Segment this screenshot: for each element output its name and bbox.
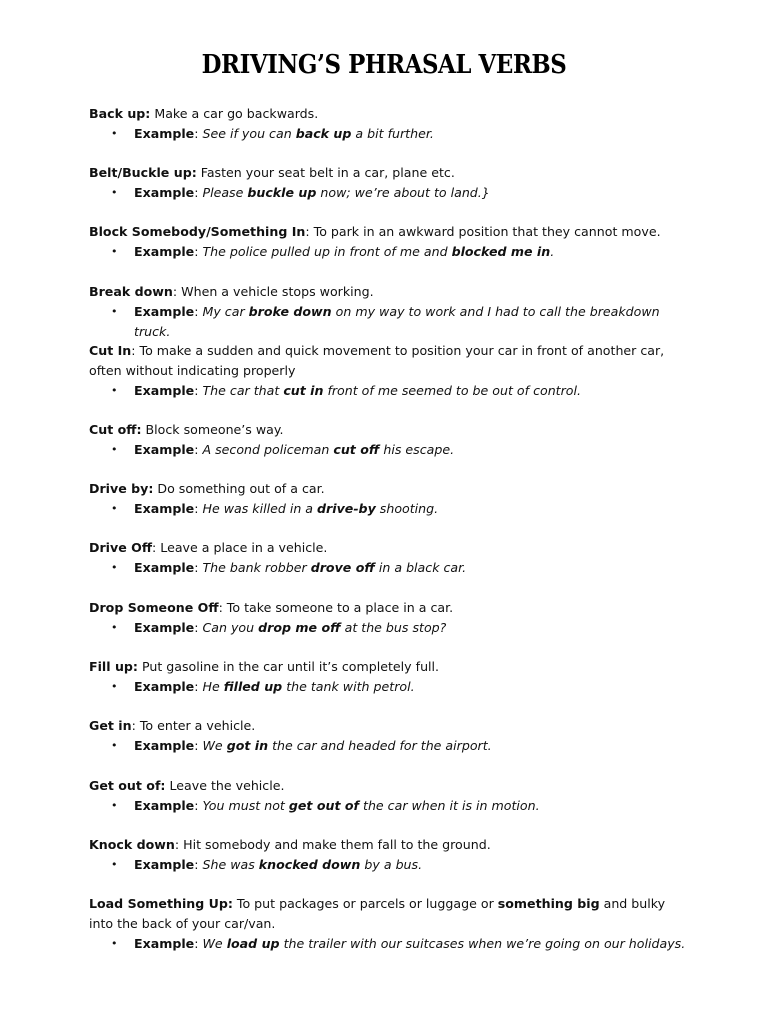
definition-text: Block someone’s way. [141,422,284,437]
definition-text-end: and bulky into the back of your car/van. [89,896,666,931]
phrasal-verb-term: Drop Someone Off [89,600,219,615]
example-text-end: the car when it is in motion. [359,798,540,813]
definition-line [89,222,689,242]
definition-line [89,894,689,934]
example-sentence [202,244,554,259]
example-sentence [202,936,685,951]
example-separator: : [194,620,203,635]
phrasal-verb-entry [89,341,689,401]
phrasal-verb-term: Load Something Up: [89,896,233,911]
bullet-icon: • [111,858,118,871]
example-label: Example [134,126,195,141]
phrasal-verb-entry [89,716,689,756]
example-label: Example [134,383,195,398]
example-sentence [202,501,438,516]
example-line [89,855,689,875]
phrasal-verb-term: Cut In [89,343,132,358]
example-label: Example [134,501,195,516]
phrasal-verb-term: Fill up: [89,659,138,674]
example-line [89,440,689,460]
example-sentence [202,383,581,398]
example-label: Example [134,620,195,635]
bullet-icon: • [111,799,118,812]
bullet-icon: • [111,680,118,693]
bullet-icon: • [111,305,118,318]
example-text-start: See if you can [202,126,296,141]
example-text-end: shooting. [375,501,439,516]
example-sentence [202,560,466,575]
definition-line [89,341,689,381]
definition-line [89,598,689,618]
phrasal-verb-entry [89,835,689,875]
example-phrasal-verb: drive-by [317,501,376,516]
example-text-start: Can you [202,620,259,635]
definition-text: Leave the vehicle. [165,778,285,793]
phrasal-verb-entry [89,163,689,203]
example-separator: : [194,383,203,398]
example-text-start: She was [202,857,259,872]
example-line [89,499,689,519]
example-sentence [134,304,660,339]
example-line [89,796,689,816]
definition-line [89,776,689,796]
phrasal-verb-entry [89,894,689,954]
definition-text: To put packages or parcels or luggage or [232,896,498,911]
example-text-start: Please [202,185,248,200]
phrasal-verb-entry [89,282,689,342]
example-label: Example [134,185,195,200]
example-separator: : [194,936,203,951]
example-label: Example [134,442,195,457]
example-line [89,381,689,401]
definition-line [89,104,689,124]
phrasal-verb-term: Drive Off [89,540,153,555]
phrasal-verb-term: Belt/Buckle up: [89,165,197,180]
definition-text: : When a vehicle stops working. [172,284,374,299]
definition-text: : Leave a place in a vehicle. [152,540,328,555]
example-phrasal-verb: buckle up [247,185,317,200]
example-text-end: now; we’re about to land.} [316,185,490,200]
definition-text: : Hit somebody and make them fall to the ground. [174,837,491,852]
definition-text: : To park in an awkward position that they cannot move. [305,224,661,239]
example-separator: : [194,798,203,813]
example-text-start: We [202,936,227,951]
example-phrasal-verb: cut in [283,383,324,398]
example-sentence [202,620,446,635]
phrasal-verb-term: Break down [89,284,173,299]
definition-text: : To make a sudden and quick movement to position your car in front of another car, often without indicating properly [89,343,665,378]
example-label: Example [134,798,195,813]
example-phrasal-verb: got in [226,738,269,753]
example-line [89,558,689,578]
phrasal-verb-entry [89,420,689,460]
phrasal-verb-term: Get out of: [89,778,166,793]
example-separator: : [194,185,203,200]
example-text-end: the tank with petrol. [282,679,415,694]
definition-text: : To enter a vehicle. [131,718,256,733]
example-phrasal-verb: load up [226,936,280,951]
bullet-icon: • [111,739,118,752]
example-label: Example [134,679,195,694]
example-text-end: his escape. [379,442,455,457]
definition-line [89,538,689,558]
bullet-icon: • [111,245,118,258]
example-separator: : [194,304,203,319]
example-text-end: front of me seemed to be out of control. [323,383,582,398]
example-phrasal-verb: back up [295,126,352,141]
phrasal-verb-entry [89,538,689,578]
example-label: Example [134,304,195,319]
definition-text: Put gasoline in the car until it’s completely full. [137,659,440,674]
phrasal-verb-term: Back up: [89,106,151,121]
example-label: Example [134,738,195,753]
example-text-start: He [202,679,224,694]
phrasal-verb-entry [89,657,689,697]
example-sentence [202,679,414,694]
example-label: Example [134,857,195,872]
example-text-end: in a black car. [374,560,467,575]
example-text-start: You must not [202,798,289,813]
bullet-icon: • [111,502,118,515]
example-text-end: at the bus stop? [340,620,447,635]
phrasal-verb-term: Cut off: [89,422,142,437]
example-separator: : [194,857,203,872]
example-line [89,302,689,342]
phrasal-verb-term: Block Somebody/Something In [89,224,306,239]
definition-emphasis: something big [497,896,600,911]
example-label: Example [134,244,195,259]
definition-text: Do something out of a car. [153,481,325,496]
example-text-end: the trailer with our suitcases when we’re going on our holidays. [279,936,686,951]
example-phrasal-verb: knocked down [258,857,361,872]
phrasal-verb-entry [89,104,689,144]
example-sentence [202,185,489,200]
example-line [89,934,689,954]
example-text-end: . [550,244,555,259]
bullet-icon: • [111,443,118,456]
definition-line [89,716,689,736]
example-separator: : [194,126,203,141]
example-line [89,736,689,756]
phrasal-verb-entry [89,222,689,262]
example-separator: : [194,679,203,694]
example-text-start: We [202,738,227,753]
example-phrasal-verb: drop me off [258,620,341,635]
page-title: DRIVING’S PHRASAL VERBS [201,50,567,80]
example-phrasal-verb: broke down [248,304,332,319]
example-phrasal-verb: drove off [310,560,375,575]
definition-text: Make a car go backwards. [150,106,319,121]
definition-text: : To take someone to a place in a car. [218,600,454,615]
example-phrasal-verb: filled up [223,679,283,694]
example-text-start: The bank robber [202,560,311,575]
example-text-end: the car and headed for the airport. [268,738,492,753]
bullet-icon: • [111,621,118,634]
example-separator: : [194,560,203,575]
example-sentence [202,857,422,872]
example-sentence [202,442,454,457]
example-text-start: My car [202,304,249,319]
example-text-start: A second policeman [202,442,334,457]
example-line [89,677,689,697]
example-separator: : [194,244,203,259]
phrasal-verb-term: Drive by: [89,481,154,496]
definition-line [89,657,689,677]
example-line [89,242,689,262]
example-sentence [202,738,491,753]
example-phrasal-verb: blocked me in [451,244,551,259]
example-text-start: The police pulled up in front of me and [202,244,452,259]
definition-line [89,835,689,855]
example-label: Example [134,936,195,951]
example-phrasal-verb: cut off [333,442,380,457]
bullet-icon: • [111,561,118,574]
definition-line [89,163,689,183]
phrasal-verb-entry [89,479,689,519]
definition-line [89,282,689,302]
example-line [89,618,689,638]
example-separator: : [194,738,203,753]
example-text-end: by a bus. [360,857,423,872]
example-text-start: The car that [202,383,284,398]
example-text-start: He was killed in a [202,501,318,516]
example-line [89,183,689,203]
example-sentence [202,798,539,813]
example-text-end: on my way to work and I had to call the breakdown truck. [134,304,660,339]
phrasal-verb-term: Knock down [89,837,175,852]
example-separator: : [194,501,203,516]
example-sentence [202,126,433,141]
definition-line [89,479,689,499]
bullet-icon: • [111,127,118,140]
example-label: Example [134,560,195,575]
example-line [89,124,689,144]
bullet-icon: • [111,384,118,397]
phrasal-verb-entry [89,598,689,638]
definition-text: Fasten your seat belt in a car, plane etc. [196,165,455,180]
phrasal-verb-entry [89,776,689,816]
bullet-icon: • [111,186,118,199]
example-text-end: a bit further. [351,126,434,141]
definition-line [89,420,689,440]
bullet-icon: • [111,937,118,950]
phrasal-verb-term: Get in [89,718,132,733]
example-phrasal-verb: get out of [288,798,359,813]
example-separator: : [194,442,203,457]
